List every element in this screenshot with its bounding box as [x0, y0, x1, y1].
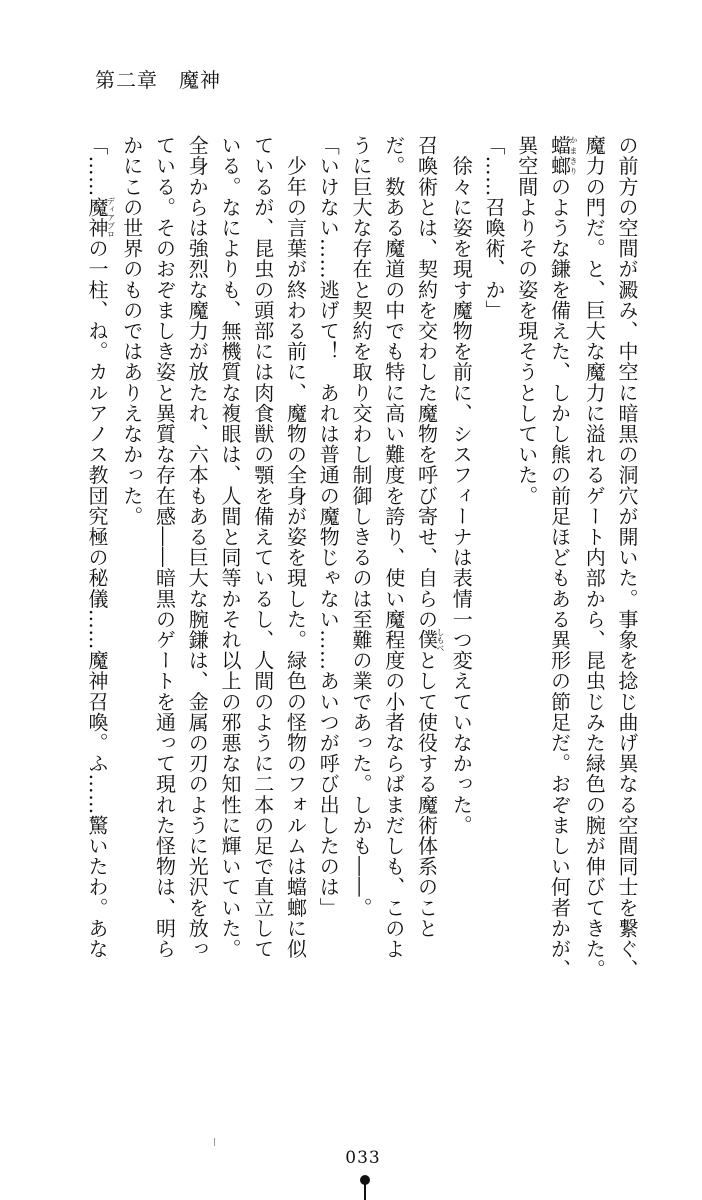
text-line: 全身からは強烈な魔力が放たれ、六本もある巨大な腕鎌は、金属の刃のように光沢を放っ	[185, 135, 210, 959]
text-line: の前方の空間が澱み、中空に暗黒の洞穴が開いた。事象を捻じ曲げ異なる空間同士を繋ぐ、	[615, 135, 639, 980]
text-line: 「……召喚術、か」	[482, 135, 506, 321]
ruby-word	[547, 135, 578, 177]
text-line: 異空間よりその姿を現そうとしていた。	[514, 135, 539, 506]
text-line: 魔力の門だ。と、巨大な魔力に溢れるゲート内部から、昆虫じみた緑色の腕が伸びてきた。	[582, 135, 607, 980]
text-line	[80, 135, 115, 1005]
text-line: ている。そのおぞましき姿と異質な存在感――暗黒のゲートを通って現れた怪物は、明ら	[152, 135, 177, 959]
text-segment: 召喚術とは、契約を交わした魔物を呼び寄せ、自らの	[414, 135, 439, 630]
text-line: 徐々に姿を現す魔物を前に、シスフィーナは表情一つ変えていなかった。	[449, 135, 474, 836]
ruby-reading: ディアブロ	[106, 196, 116, 238]
text-line	[543, 135, 578, 1005]
text-line: 「いけない……逃げて！ あれは普通の魔物じゃない……あいつが呼び出したのは」	[316, 135, 341, 918]
page-marker-line	[364, 1183, 366, 1200]
ruby-reading: しもべ	[436, 627, 445, 652]
text-line: かにこの世界のものではありえなかった。	[119, 135, 144, 527]
text-line: いる。なによりも、無機質な複眼は、人間と同等かそれ以上の邪悪な知性に輝いていた。	[218, 135, 242, 959]
text-line: うに巨大な存在と契約を取り交わし制御しきるのは至難の業であった。しかも――。	[349, 135, 373, 918]
text-line: だ。数ある魔道の中でも特に高い難度を誇り、使い魔程度の小者ならばまだしも、このよ	[381, 135, 406, 959]
ruby-reading: かまきり	[569, 135, 578, 177]
text-segment: 「……	[85, 135, 109, 197]
ruby-base: 僕	[414, 627, 439, 652]
text-line: ているが、昆虫の頭部には肉食獣の顎を備えているし、人間のように二本の足で直立して	[250, 135, 275, 959]
margin-tick-mark	[214, 1138, 215, 1146]
body-text	[80, 135, 643, 1005]
chapter-header: 第二章 魔神	[95, 68, 221, 92]
ruby-base: 魔神	[85, 196, 109, 239]
text-segment: として使役する魔術体系のこと	[414, 650, 439, 939]
text-line: 少年の言葉が終わる前に、魔物の全身が姿を現した。緑色の怪物のフォルムは蟷螂に似	[283, 135, 308, 959]
ruby-base: 蟷螂	[547, 135, 572, 177]
text-segment: の一柱、ね。カルアノス教団究極の秘儀……魔神召喚。ふ……驚いたわ。あな	[85, 238, 109, 960]
page-number: 033	[345, 1148, 381, 1168]
ruby-word	[414, 627, 445, 652]
text-line	[410, 135, 445, 1005]
text-segment: のような鎌を備えた、しかし熊の前足ほどもある異形の節足だ。おぞましい何者かが、	[547, 176, 572, 980]
ruby-word	[85, 196, 116, 239]
